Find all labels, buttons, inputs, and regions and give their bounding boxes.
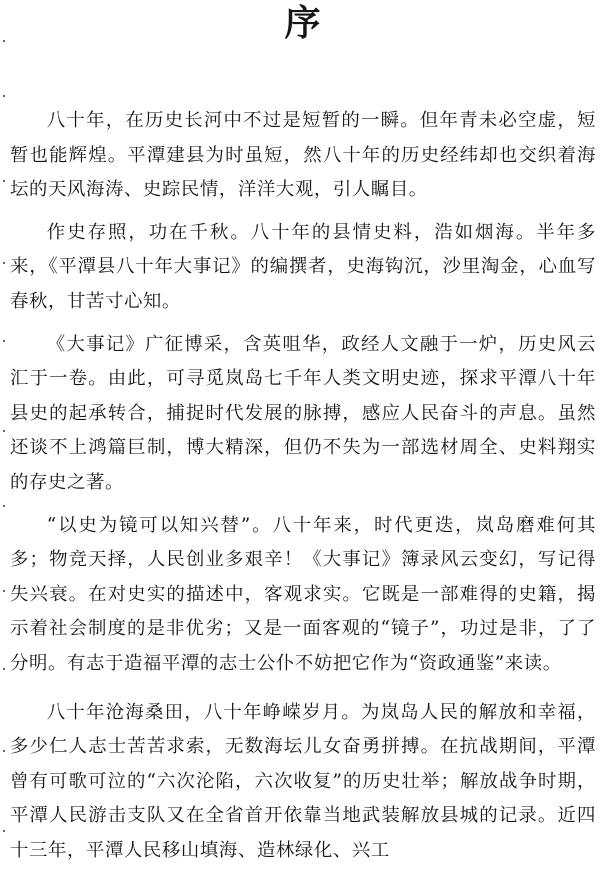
paragraph-4: “以史为镜可以知兴替”。八十年来，时代更迭，岚岛磨难何其多；物竞天择，人民创业多艰辛！《大事记》簿录风云变幻，写记得失兴衰。在对史实的描述中，客观求实。它既是一部难得的史籍，揭示着社会制度的是非优劣；又是一面客观的“镜子”，功过是非，了了分明。有志于造福平潭的志士公仆不妨把它作为“资政通鉴”来读。 (10, 514, 596, 674)
binding-margin-marks (0, 0, 8, 860)
preface-body (10, 104, 596, 876)
paragraph-2: 作史存照，功在千秋。八十年的县情史料，浩如烟海。半年多来，《平潭县八十年大事记》的编撰者，史海钩沉，沙里淘金，心血写春秋，甘苦寸心知。 (10, 221, 596, 312)
page-title: 序 (284, 3, 321, 44)
paragraph-1: 八十年，在历史长河中不过是短暂的一瞬。但年青未必空虚，短暂也能辉煌。平潭建县为时虽短，然八十年的历史经纬却也交织着海坛的天风海涛、史踪民情，洋洋大观，引人瞩目。 (10, 110, 596, 201)
paragraph-5: 八十年沧海桑田，八十年峥嵘岁月。为岚岛人民的解放和幸福，多少仁人志士苦苦求索，无数海坛儿女奋勇拼搏。在抗战期间，平潭曾有可歌可泣的“六次沦陷，六次收复”的历史壮举；解放战争时期，平潭人民游击支队又在全省首开依靠当地武装解放县城的记录。近四十三年，平潭人民移山填海、造林绿化、兴工 (10, 701, 596, 861)
paragraph-3: 《大事记》广征博采，含英咀华，政经人文融于一炉，历史风云汇于一卷。由此，可寻觅岚岛七千年人类文明史迹，探求平潭八十年县史的起承转合，捕捉时代发展的脉搏，感应人民奋斗的声息。虽然还谈不上鸿篇巨制，博大精深，但仍不失为一部选材周全、史料翔实的存史之著。 (10, 333, 596, 493)
